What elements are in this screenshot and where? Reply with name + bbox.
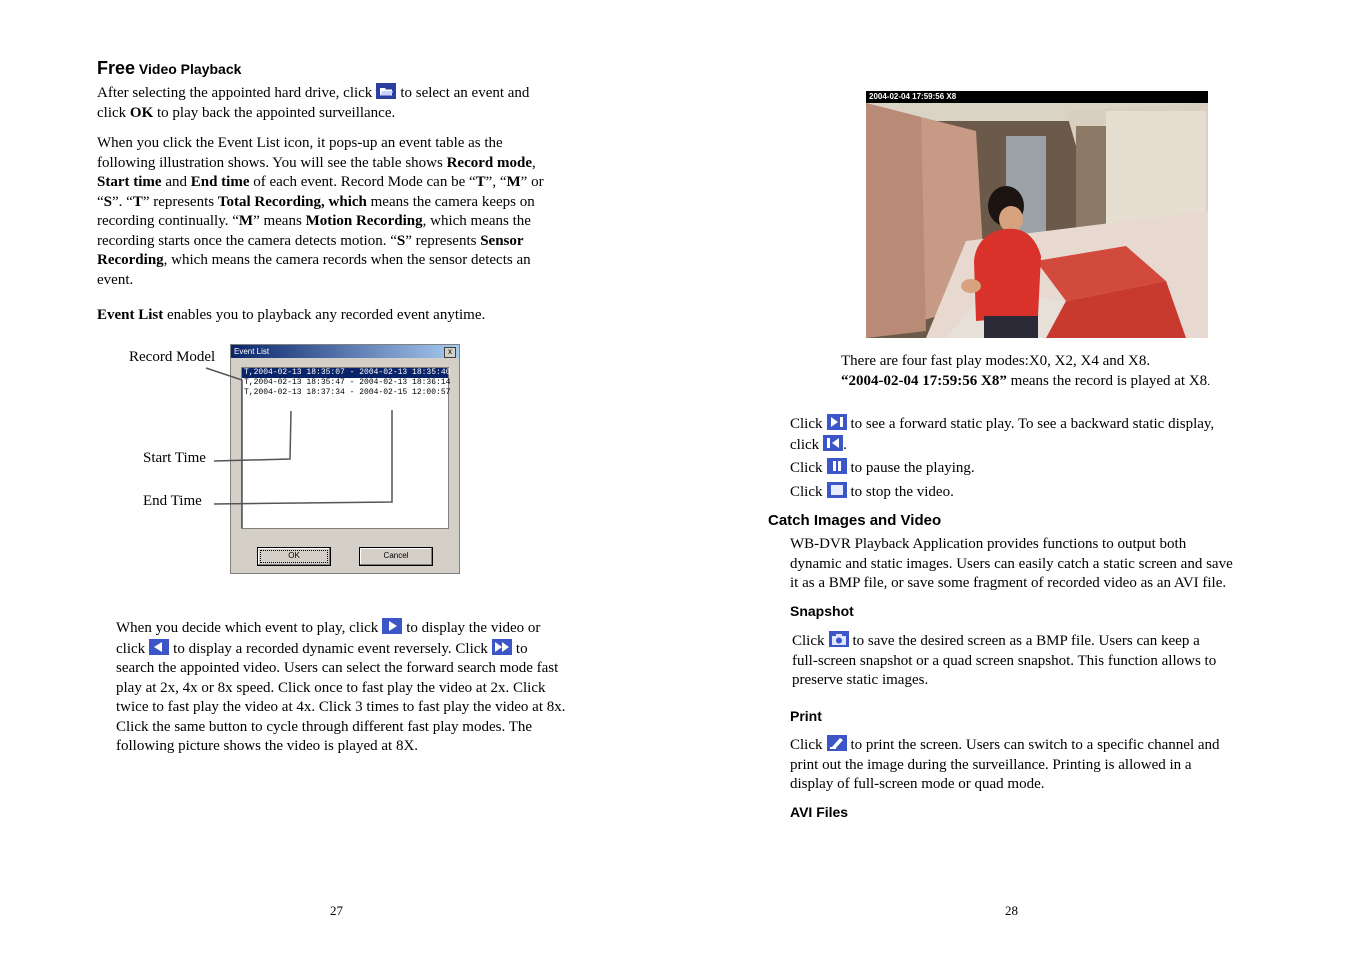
ok-button[interactable]: OK: [257, 547, 331, 566]
text: to stop the video.: [850, 484, 954, 500]
text: of each event. Record Mode can be “: [249, 174, 476, 190]
text: preserve static images.: [792, 672, 929, 688]
bold-text: T: [475, 174, 486, 190]
text: ,: [531, 154, 536, 171]
text: ” represents: [142, 193, 218, 210]
text: Click: [790, 737, 823, 753]
list-item[interactable]: T,2004-02-13 18:37:34 - 2004-02-15 12:00:57: [244, 388, 451, 397]
text: to save the desired screen as a BMP file. Users can keep a: [852, 633, 1200, 649]
text: twice to fast play the video at 4x. Click 3 times to fast play the video at 8x.: [116, 699, 566, 715]
text: to display a recorded dynamic event reversely. Click: [173, 640, 488, 657]
text: ” means: [253, 213, 306, 229]
text: following picture shows the video is played at 8X.: [116, 738, 419, 754]
text: When you decide which event to play, click: [116, 620, 379, 636]
text: Click: [790, 484, 823, 500]
paragraph-fast-play-modes: [841, 352, 1261, 392]
text: .: [1207, 375, 1210, 388]
text: When you click the Event List icon, it pops-up an event table as the: [97, 135, 503, 151]
text: it as a BMP file, or save some fragment of recorded video as an AVI file.: [790, 575, 1227, 591]
text: ”. “: [112, 193, 133, 210]
callout-start-time: Start Time: [143, 450, 206, 466]
dialog-title-bar: Event List: [231, 345, 459, 358]
stop-icon[interactable]: [827, 482, 847, 498]
text: ” or: [520, 174, 544, 190]
callout-leader-lines: [0, 0, 470, 600]
text: There are four fast play modes:X0, X2, X4 and X8.: [841, 353, 1151, 369]
text: to display the video or: [406, 620, 541, 636]
bold-text: “2004-02-04 17:59:56 X8”: [841, 372, 1007, 389]
text: to: [515, 640, 528, 657]
text: dynamic and static images. Users can easily catch a static screen and save: [790, 555, 1233, 572]
text: play at 2x, 4x or 8x speed. Click once to fast play the video at 2x. Click: [116, 679, 546, 696]
paragraph-play-controls: [116, 618, 616, 757]
text: full-screen snapshot or a quad screen snapshot. This function allows to: [792, 652, 1217, 669]
bold-text: Start time: [97, 174, 162, 190]
bold-text: M: [506, 174, 521, 190]
bold-text: T: [132, 193, 143, 210]
section-title-catch-images: Catch Images and Video: [768, 512, 942, 529]
fast-forward-icon[interactable]: [492, 639, 512, 655]
bold-text: Record mode: [446, 154, 532, 171]
text: following illustration shows. You will see the table shows: [97, 154, 447, 171]
bold-text: Event List: [97, 307, 164, 323]
video-frame: [866, 91, 1208, 338]
bold-text: End time: [190, 174, 250, 190]
text: means the record is played at X8: [1006, 372, 1208, 389]
text: to print the screen. Users can switch to a specific channel and: [850, 737, 1220, 753]
text: to pause the playing.: [850, 460, 975, 476]
text: , which means the: [422, 213, 531, 229]
text: WB-DVR Playback Application provides functions to output both: [790, 536, 1187, 552]
text: Click: [790, 416, 823, 432]
page-number-right: 28: [1005, 903, 1018, 918]
paragraph-print: [790, 735, 1270, 795]
bold-text: M: [238, 213, 254, 229]
text: “: [97, 193, 104, 210]
bold-text: Motion Recording: [305, 213, 423, 229]
print-icon[interactable]: [827, 735, 847, 751]
text: event.: [97, 271, 134, 288]
title-word: Free: [97, 58, 136, 78]
text: search the appointed video. Users can select the forward search mode fast: [116, 660, 559, 676]
text: recording continually. “: [97, 213, 239, 229]
paragraph-catch-images: [790, 535, 1280, 594]
bold-text: S: [103, 193, 113, 210]
reverse-play-icon[interactable]: [149, 639, 169, 655]
text: and: [161, 174, 191, 190]
text: print out the image during the surveillance. Printing is allowed in a: [790, 756, 1192, 773]
page-number-left: 27: [330, 903, 343, 918]
text: Click: [790, 460, 823, 476]
bold-text: Sensor: [480, 232, 524, 249]
text: , which means the camera records when the sensor detects an: [163, 252, 531, 268]
pause-icon[interactable]: [827, 458, 847, 474]
step-backward-icon[interactable]: [823, 435, 843, 451]
section-title-snapshot: Snapshot: [790, 603, 854, 619]
title-rest: Video Playback: [135, 61, 242, 77]
ok-keyword: OK: [129, 104, 154, 121]
text: Click: [792, 633, 825, 649]
video-timestamp-overlay: 2004-02-04 17:59:56 X8: [869, 92, 957, 101]
callout-record-model: Record Model: [129, 349, 216, 365]
text: ” represents: [405, 232, 481, 249]
text: means the camera keeps on: [366, 193, 535, 210]
paragraph-pause: [790, 458, 1270, 479]
text: ”, “: [485, 174, 507, 190]
camera-snapshot-icon[interactable]: [829, 631, 849, 647]
close-icon[interactable]: x: [444, 347, 456, 358]
text: to select an event and: [400, 85, 530, 101]
bold-text: S: [396, 232, 406, 249]
callout-end-time: End Time: [143, 493, 202, 509]
text: click: [116, 640, 146, 657]
section-title-print: Print: [790, 708, 822, 724]
text: After selecting the appointed hard drive, click: [97, 85, 373, 101]
play-icon[interactable]: [382, 618, 402, 634]
text: to play back the appointed surveillance.: [153, 104, 396, 121]
text: Click the same button to cycle through different fast play modes. The: [116, 718, 533, 735]
text: click: [790, 436, 820, 453]
list-item[interactable]: T,2004-02-13 18:35:07 - 2004-02-13 18:35:40: [244, 368, 451, 377]
surveillance-scene-image: [866, 91, 1208, 338]
text: .: [843, 436, 847, 453]
paragraph-snapshot: [792, 631, 1272, 691]
text: enables you to playback any recorded event anytime.: [163, 307, 486, 323]
text: to see a forward static play. To see a backward static display,: [850, 416, 1215, 432]
paragraph-static-play: [790, 414, 1270, 455]
text: click: [97, 104, 130, 121]
bold-text: Recording: [97, 252, 164, 268]
list-item[interactable]: T,2004-02-13 18:35:47 - 2004-02-13 18:36:14: [244, 378, 451, 387]
text: display of full-screen mode or quad mode.: [790, 776, 1045, 792]
section-title-avi-files: AVI Files: [790, 804, 849, 820]
paragraph-stop: [790, 482, 1270, 503]
step-forward-icon[interactable]: [827, 414, 847, 430]
text: recording starts once the camera detects motion. “: [97, 232, 397, 249]
bold-text: Total Recording, which: [217, 193, 367, 210]
cancel-button[interactable]: Cancel: [359, 547, 433, 566]
